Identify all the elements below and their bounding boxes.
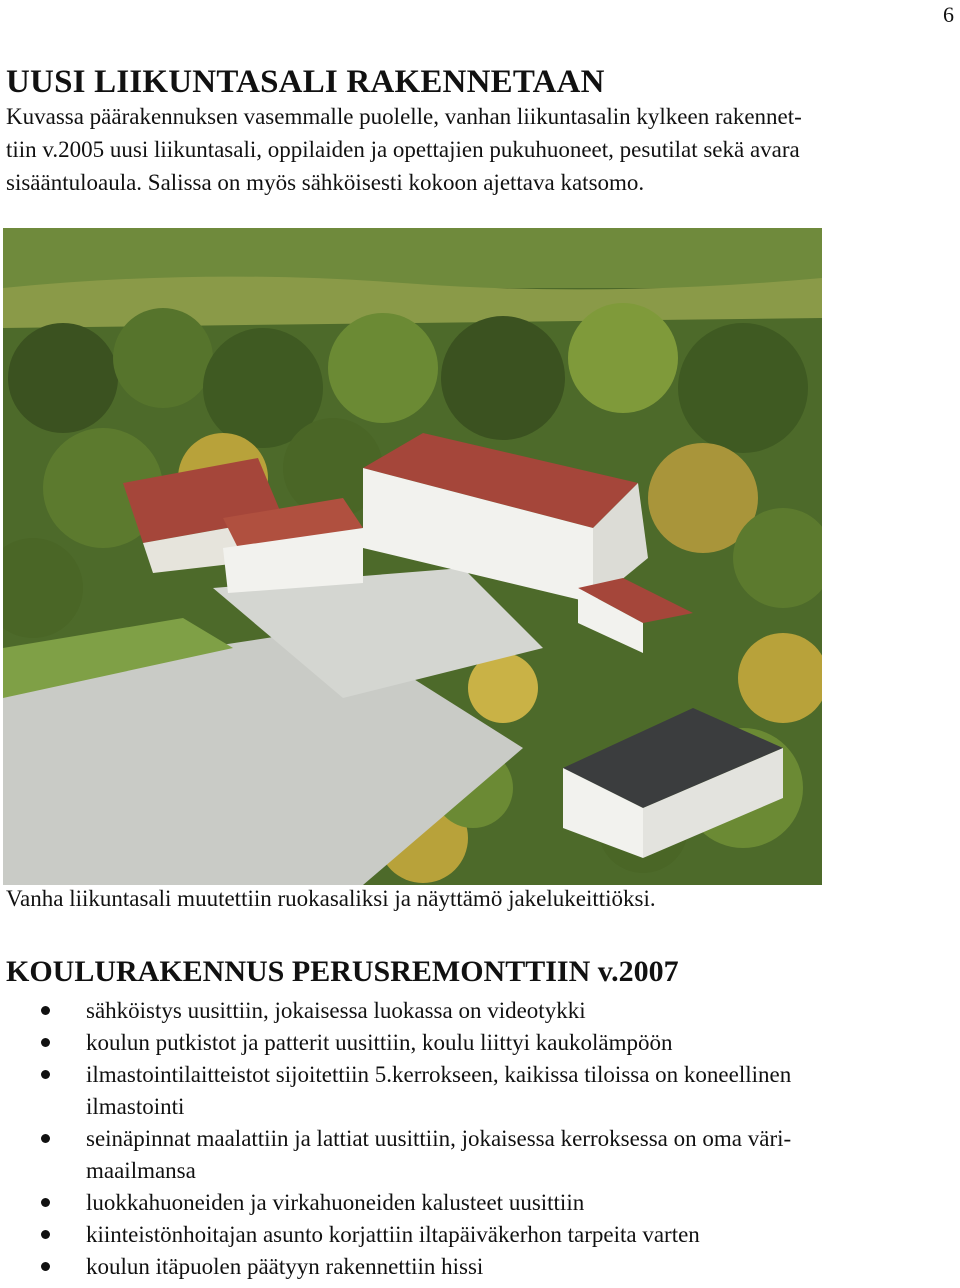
intro-line: tiin v.2005 uusi liikuntasali, oppilaiden ja opettajien pukuhuoneet, pesutilat sekä avara bbox=[6, 137, 800, 162]
bullet-icon bbox=[41, 1006, 50, 1015]
list-item-text: ilmastointilaitteistot sijoitettiin 5.kerrokseen, kaikissa tiloissa on koneellinen bbox=[86, 1062, 792, 1087]
list-item bbox=[0, 1251, 960, 1283]
list-item-text: seinäpinnat maalattiin ja lattiat uusittiin, jokaisessa kerroksessa on oma väri- bbox=[86, 1126, 792, 1151]
intro-paragraph bbox=[6, 100, 952, 199]
list-item-text: kiinteistönhoitajan asunto korjattiin iltapäiväkerhon tarpeita varten bbox=[86, 1222, 700, 1247]
bullet-icon bbox=[41, 1262, 50, 1271]
page-number: 6 bbox=[943, 2, 954, 27]
list-item bbox=[0, 1027, 960, 1059]
bullet-icon bbox=[41, 1198, 50, 1207]
aerial-photo-illustration bbox=[3, 228, 822, 885]
list-item-text: koulun putkistot ja patterit uusittiin, koulu liittyi kaukolämpöön bbox=[86, 1030, 673, 1055]
list-item-text-continued: ilmastointi bbox=[86, 1094, 185, 1119]
far-field bbox=[3, 228, 822, 288]
aerial-school-photo bbox=[3, 228, 822, 885]
bullet-icon bbox=[41, 1070, 50, 1079]
photo-caption: Vanha liikuntasali muutettiin ruokasaliksi ja näyttämö jakelukeittiöksi. bbox=[6, 886, 656, 911]
bullet-icon bbox=[41, 1134, 50, 1143]
list-item bbox=[0, 1059, 960, 1123]
list-item-text: sähköistys uusittiin, jokaisessa luokassa on videotykki bbox=[86, 998, 586, 1023]
list-item-text: luokkahuoneiden ja virkahuoneiden kalusteet uusittiin bbox=[86, 1190, 585, 1215]
intro-line: Kuvassa päärakennuksen vasemmalle puolelle, vanhan liikuntasalin kylkeen rakennet- bbox=[6, 104, 802, 129]
list-item-text: koulun itäpuolen päätyyn rakennettiin hissi bbox=[86, 1254, 484, 1279]
list-item bbox=[0, 1123, 960, 1187]
list-item bbox=[0, 1219, 960, 1251]
intro-line: sisääntuloaula. Salissa on myös sähköisesti kokoon ajettava katsomo. bbox=[6, 170, 645, 195]
bullet-icon bbox=[41, 1230, 50, 1239]
list-item bbox=[0, 1187, 960, 1219]
bullet-icon bbox=[41, 1038, 50, 1047]
list-item bbox=[0, 995, 960, 1027]
section-heading-new-gym: UUSI LIIKUNTASALI RAKENNETAAN bbox=[6, 64, 605, 100]
list-item-text-continued: maailmansa bbox=[86, 1158, 196, 1183]
section-heading-renovation: KOULURAKENNUS PERUSREMONTTIIN v.2007 bbox=[6, 955, 679, 988]
renovation-bullet-list bbox=[0, 995, 960, 1283]
